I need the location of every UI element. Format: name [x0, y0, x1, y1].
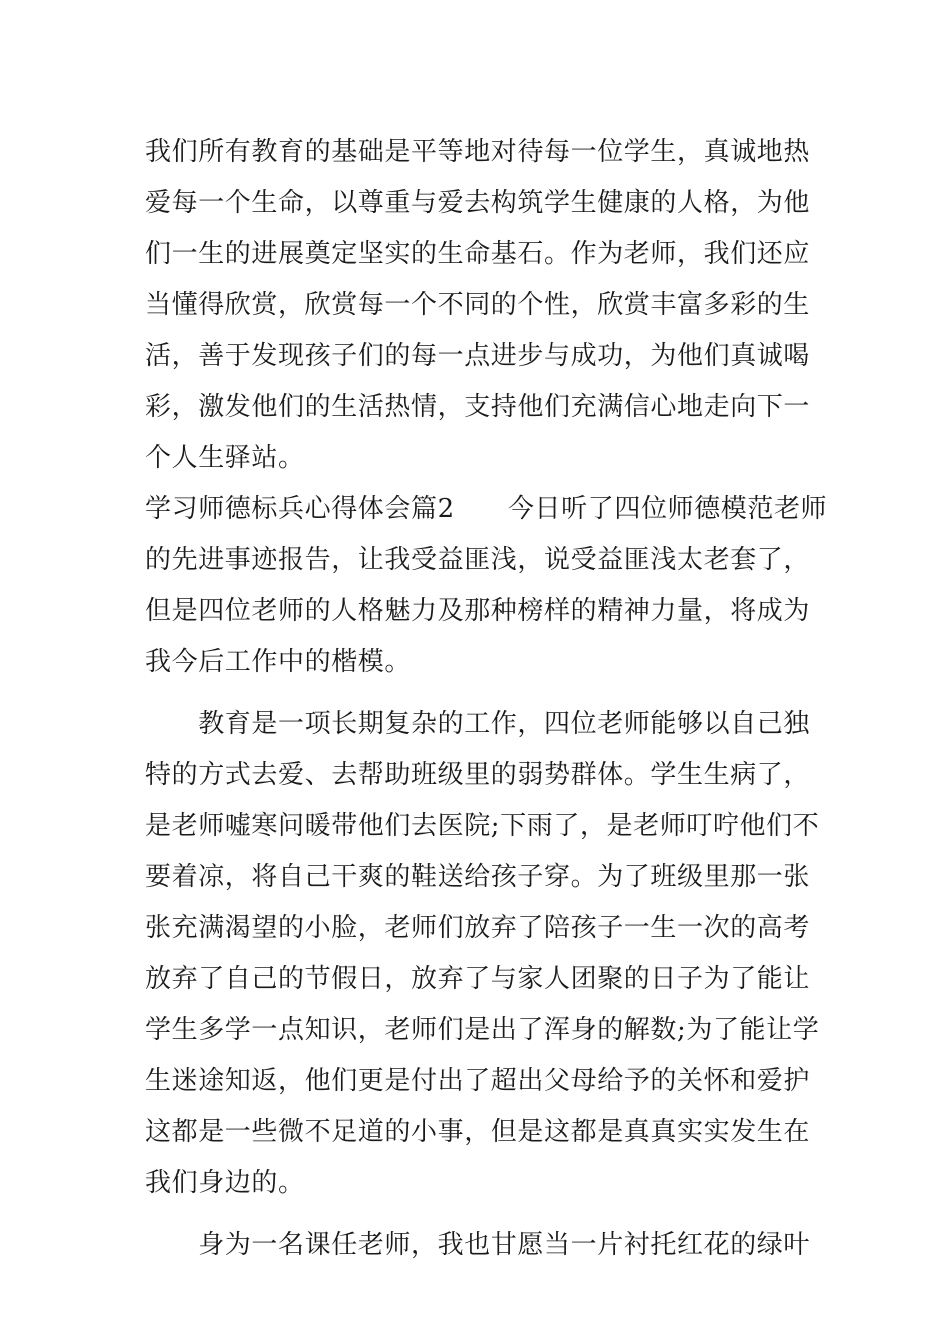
text-line: 特的方式去爱、去帮助班级里的弱势群体。学生生病了，	[145, 760, 811, 790]
text-line: 要着凉，将自己干爽的鞋送给孩子穿。为了班级里那一张	[145, 862, 811, 892]
text-line: 这都是一些微不足道的小事，但是这都是真真实实发生在	[145, 1117, 811, 1147]
paragraph-spacer	[145, 1209, 817, 1220]
text-line: 教育是一项长期复杂的工作，四位老师能够以自己独	[145, 709, 811, 739]
text-line: 当懂得欣赏，欣赏每一个不同的个性，欣赏丰富多彩的生	[145, 290, 811, 320]
text-line: 张充满渴望的小脸，老师们放弃了陪孩子一生一次的高考	[145, 913, 811, 943]
text-line: 身为一名课任老师，我也甘愿当一片衬托红花的绿叶	[145, 1230, 811, 1260]
text-line: 彩，激发他们的生活热情，支持他们充满信心地走向下一	[145, 392, 811, 422]
text-line: 放弃了自己的节假日，放弃了与家人团聚的日子为了能让	[145, 964, 811, 994]
paragraph-spacer	[145, 688, 817, 699]
text-line: 生迷途知返，他们更是付出了超出父母给予的关怀和爱护	[145, 1066, 811, 1096]
text-line: 的先进事迹报告，让我受益匪浅，说受益匪浅太老套了，	[145, 545, 811, 575]
text-line: 个人生驿站。	[145, 443, 305, 473]
paragraph-1	[145, 127, 817, 484]
text-line: 但是四位老师的人格魅力及那种榜样的精神力量，将成为	[145, 596, 811, 626]
text-line: 们一生的进展奠定坚实的生命基石。作为老师，我们还应	[145, 239, 811, 269]
text-line: 我今后工作中的楷模。	[145, 647, 412, 677]
text-line: 学生多学一点知识，老师们是出了浑身的解数;为了能让学	[145, 1015, 820, 1045]
text-line: 活，善于发现孩子们的每一点进步与成功，为他们真诚喝	[145, 341, 811, 371]
section-heading-line: 学习师德标兵心得体会篇2 今日听了四位师德模范老师	[145, 494, 828, 524]
text-line: 我们身边的。	[145, 1168, 305, 1198]
document-body	[145, 127, 828, 1271]
paragraph-3	[145, 699, 820, 1209]
paragraph-2	[145, 484, 828, 688]
text-line: 我们所有教育的基础是平等地对待每一位学生，真诚地热	[145, 137, 811, 167]
text-line: 是老师嘘寒问暖带他们去医院;下雨了，是老师叮咛他们不	[145, 811, 820, 841]
text-line: 爱每一个生命，以尊重与爱去构筑学生健康的人格，为他	[145, 188, 811, 218]
paragraph-4	[145, 1220, 817, 1271]
